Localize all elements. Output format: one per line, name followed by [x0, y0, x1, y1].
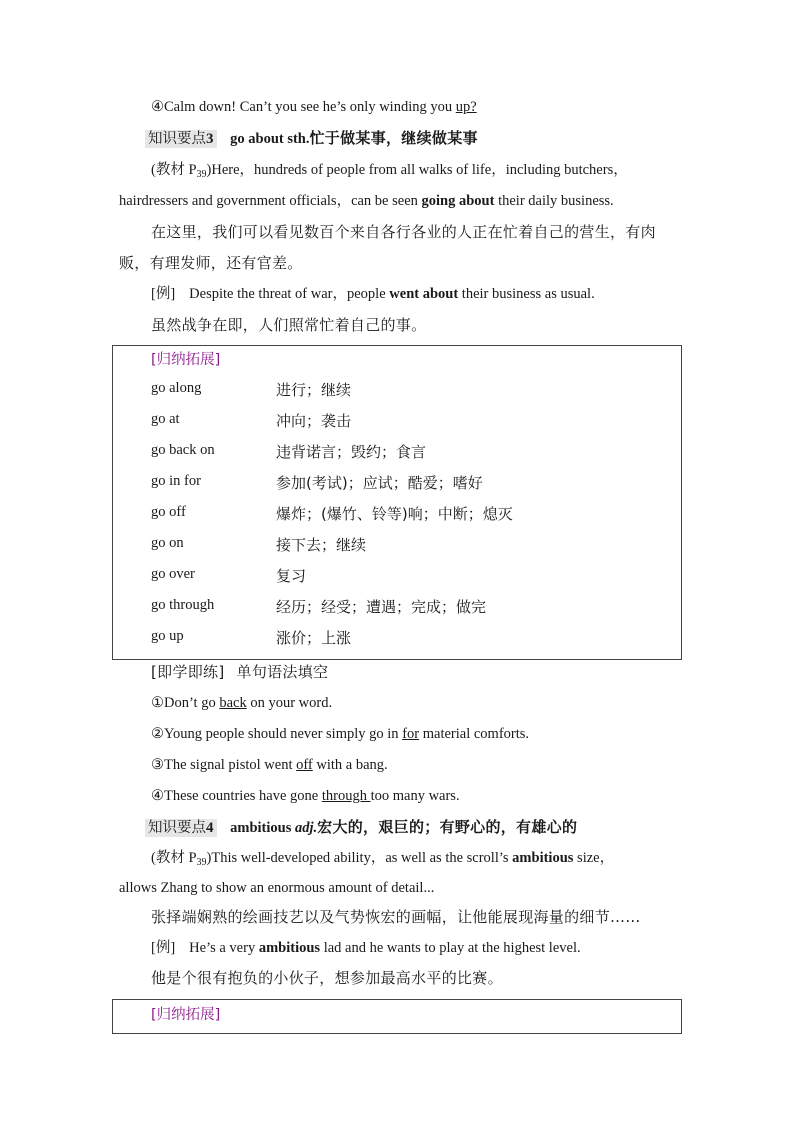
- extension-phrase: go up: [151, 628, 184, 644]
- item-text: too many wars.: [370, 788, 460, 804]
- item-text: Young people should never simply go in: [164, 726, 403, 742]
- extension-phrase: go on: [151, 535, 184, 551]
- item-marker: ②: [151, 726, 164, 742]
- kp-meaning: 宏大的，艰巨的；有野心的，有雄心的: [317, 818, 578, 836]
- kp-label: 知识要点4: [145, 819, 217, 837]
- item-text: material comforts.: [419, 726, 530, 742]
- extension-phrase: go off: [151, 504, 186, 520]
- answer-blank: through: [321, 788, 371, 804]
- item-text: These countries have gone: [164, 788, 322, 804]
- practice-item: [151, 786, 460, 806]
- kp-word: ambitious: [230, 820, 292, 836]
- extension-meaning: 经历；经受；遭遇；完成；做完: [276, 598, 487, 616]
- kp3-source-line-2: hairdressers and government officials，can be seen going about their daily business.: [119, 193, 614, 209]
- kp4-example: [例] He’s a very ambitious lad and he wants to play at the highest level.: [151, 940, 581, 956]
- extension-phrase: go at: [151, 411, 180, 427]
- kp3-translation-line-1: 在这里，我们可以看见数百个来自各行各业的人正在忙着自己的营生，有肉: [151, 223, 656, 241]
- extension-meaning: 参加(考试)；应试；酷爱；嗜好: [276, 474, 483, 492]
- kp4-translation: 张择端娴熟的绘画技艺以及气势恢宏的画幅，让他能展现海量的细节……: [151, 908, 641, 926]
- knowledge-point-4-heading: [145, 817, 577, 838]
- kp3-example: [例] Despite the threat of war，people went about their business as usual.: [151, 286, 595, 302]
- extension-meaning: 进行；继续: [276, 381, 352, 399]
- extension-box-2-title: [归纳拓展]: [151, 1007, 221, 1023]
- extension-meaning: 冲向；袭击: [276, 412, 352, 430]
- answer-blank: back: [219, 695, 247, 711]
- kp-meaning: 忙于做某事，继续做某事: [309, 129, 478, 147]
- exercise-item-4-top: [151, 97, 477, 117]
- practice-item: [151, 693, 332, 713]
- extension-phrase: go over: [151, 566, 195, 582]
- item-text: on your word.: [246, 695, 333, 711]
- practice-heading: [151, 662, 328, 683]
- practice-item: [151, 755, 388, 775]
- extension-phrase: go in for: [151, 473, 201, 489]
- kp-pos: adj.: [295, 820, 318, 836]
- kp-phrase: go about sth.: [230, 131, 310, 147]
- item-text: The signal pistol went: [164, 757, 297, 773]
- kp4-source-line-2: allows Zhang to show an enormous amount of detail...: [119, 880, 435, 896]
- practice-item: [151, 724, 529, 744]
- item-marker: ④: [151, 99, 164, 115]
- extension-phrase: go through: [151, 597, 215, 613]
- extension-meaning: 涨价；上涨: [276, 629, 352, 647]
- practice-title: [即学即练]: [151, 663, 225, 681]
- answer-blank: up?: [455, 99, 477, 115]
- kp-label: 知识要点3: [145, 130, 217, 148]
- extension-box-1-title: [归纳拓展]: [151, 352, 221, 368]
- practice-task: 单句语法填空: [236, 663, 329, 681]
- kp3-example-translation: 虽然战争在即，人们照常忙着自己的事。: [151, 316, 427, 334]
- kp3-translation-line-2: 贩，有理发师，还有官差。: [119, 254, 303, 272]
- answer-blank: off: [296, 757, 313, 773]
- extension-meaning: 爆炸；(爆竹、铃等)响；中断；熄灭: [276, 505, 513, 523]
- kp4-example-translation: 他是个很有抱负的小伙子，想参加最高水平的比赛。: [151, 969, 503, 987]
- item-text: with a bang.: [312, 757, 388, 773]
- item-text: Don’t go: [164, 695, 220, 711]
- item-marker: ①: [151, 695, 164, 711]
- extension-phrase: go back on: [151, 442, 215, 458]
- knowledge-point-3-heading: [145, 128, 478, 149]
- extension-meaning: 复习: [276, 567, 307, 585]
- answer-blank: for: [402, 726, 420, 742]
- item-text: Calm down! Can’t you see he’s only winding you: [164, 99, 456, 115]
- item-marker: ③: [151, 757, 164, 773]
- kp4-source-line-1: (教材 $P_{39})This$ well-developed ability，as well as the scroll’s ambitious size，: [151, 850, 615, 868]
- extension-meaning: 接下去；继续: [276, 536, 367, 554]
- kp3-source-line-1: (教材 $P_{39})Here$，hundreds of people from all walks of life，including butchers，: [151, 162, 628, 180]
- extension-meaning: 违背诺言；毁约；食言: [276, 443, 427, 461]
- extension-phrase: go along: [151, 380, 202, 396]
- item-marker: ④: [151, 788, 164, 804]
